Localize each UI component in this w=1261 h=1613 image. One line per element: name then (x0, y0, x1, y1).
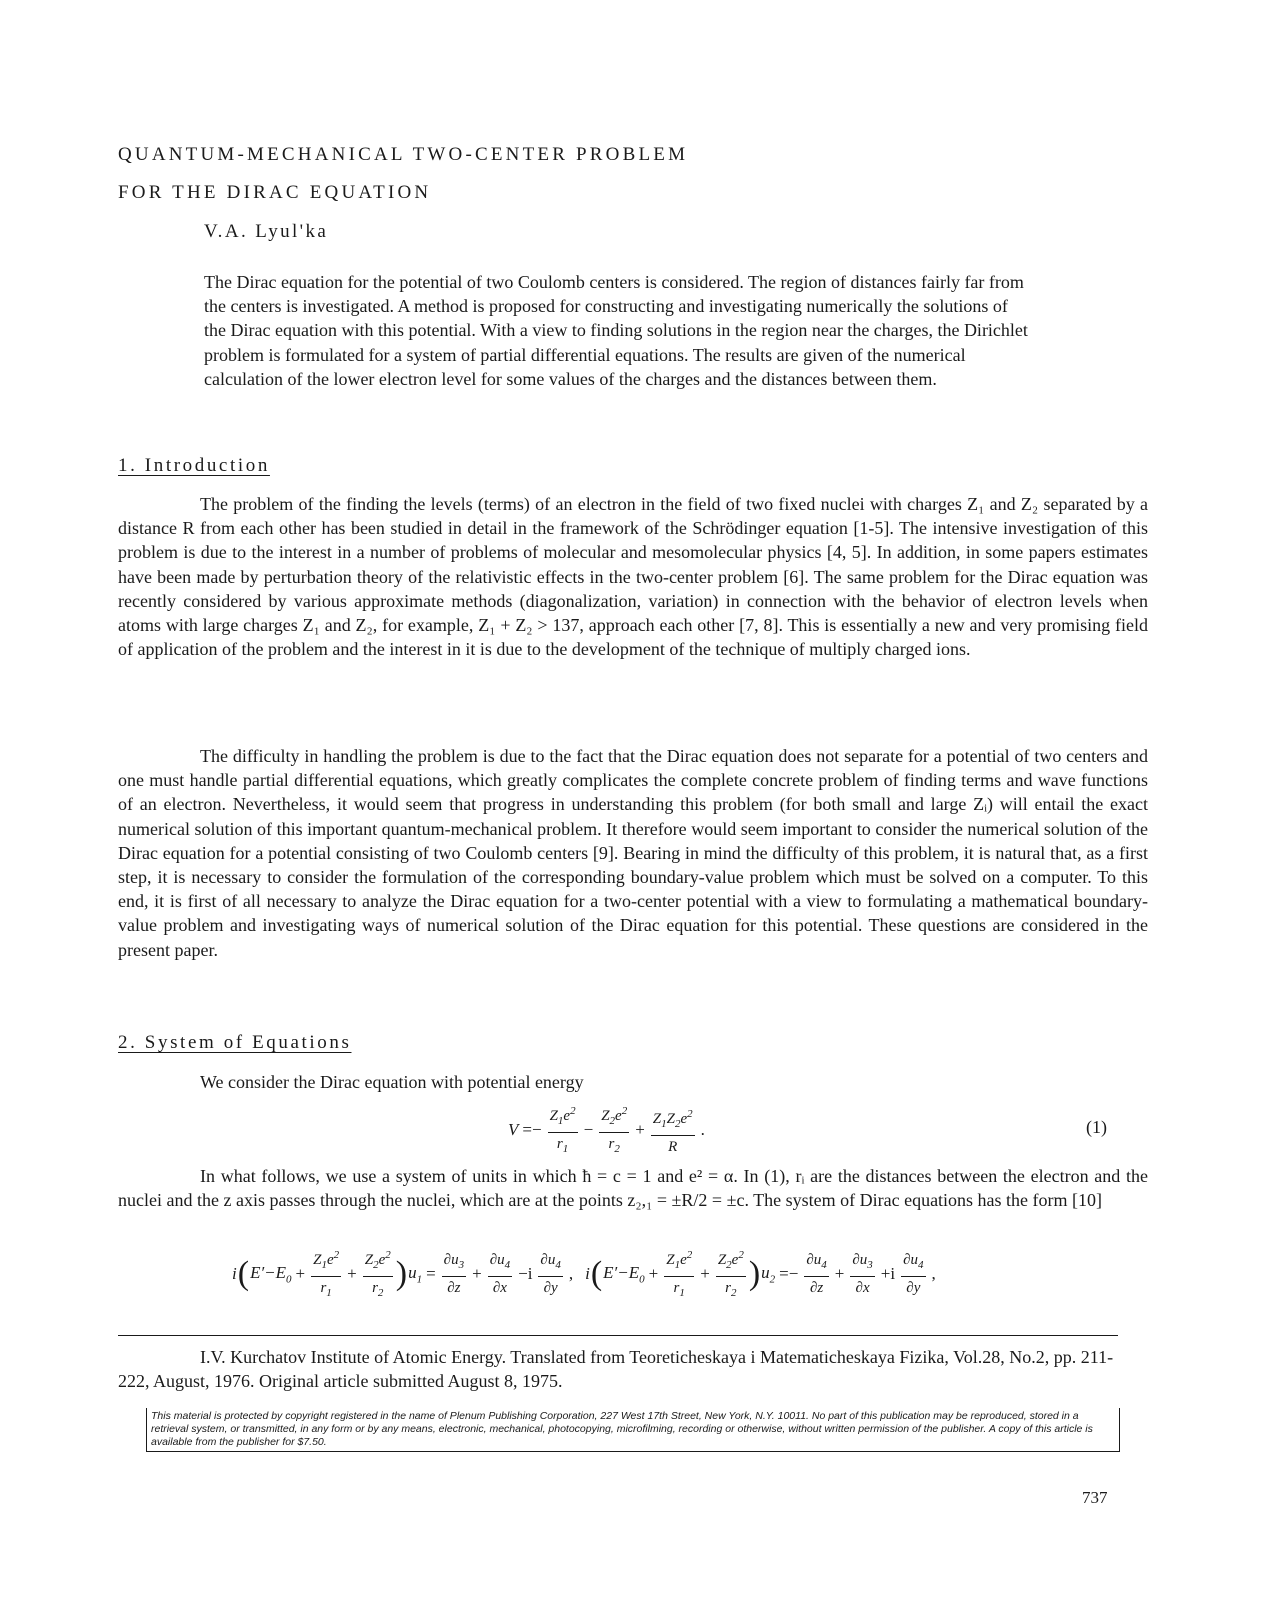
intro-paragraph-2: The difficulty in handling the problem is due to the fact that the Dirac equation does not separate for a potential of two centers and one must handle partial differential equations, which greatly complicates the complete concrete problem of finding terms and wave functions of an electron. Nevertheless, it would seem that progress in understanding this problem (for both small and large Zᵢ) will entail the exact numerical solution of this important quantum-mechanical problem. It therefore would seem important to consider the numerical solution of the Dirac equation for a potential consisting of two Coulomb centers [9]. Bearing in mind the difficulty of this problem, it is natural that, as a first step, it is necessary to consider the formulation of the corresponding boundary-value problem which must be solved on a computer. To this end, it is first of all necessary to analyze the Dirac equation for a two-center potential with a view to formulating a mathematical boundary-value problem and investigating ways of numerical solution of the Dirac equation for this potential. These questions are considered in the present paper. (118, 746, 1148, 960)
author: V.A. Lyul'ka (204, 221, 329, 242)
affiliation-footnote: I.V. Kurchatov Institute of Atomic Energy. Translated from Teoreticheskaya i Matematicheskaya Fizika, Vol.28, No.2, pp. 211-222, August, 1976. Original article submitted August 8, 1975. (118, 1347, 1114, 1391)
page-number: 737 (1082, 1488, 1108, 1507)
dirac-system-equations: i ( $E'-E_0$ + $\frac{Z_1e^2}{r_1}$ + $\frac{Z_2e^2}{r_2}$ ) $u_1$ = $\frac{\partial u_3}{\partial z}$ + $\frac{\partial u_4}{\partial x}$ −i $\frac{\partial u_4}{\partial y}$ , i ( $E'-E_0$ + $\frac{Z_1e^2}{r_1}$ + $\frac{Z_2e^2}{r_2}$ ) $u_2$ =− $\frac{\partial u_4}{\partial z}$ + $\frac{\partial u_3}{\partial x}$ +i $\frac{\partial u_4}{\partial y}$ , (232, 1244, 940, 1304)
intro-paragraph-1: The problem of the finding the levels (terms) of an electron in the field of two fixed nuclei with charges Z₁ and Z₂ separated by a distance R from each other has been studied in detail in the framework of the Schrödinger equation [1-5]. The intensive investigation of this problem is due to the interest in a number of problems of molecular and mesomolecular physics [4, 5]. In addition, in some papers estimates have been made by perturbation theory of the relativistic effects in the two-center problem [6]. The same problem for the Dirac equation was recently considered by various approximate methods (diagonalization, variation) in connection with the behavior of electron levels when atoms with large charges Z₁ and Z₂, for example, Z₁ + Z₂ > 137, approach each other [7, 8]. This is essentially a new and very promising field of application of the problem and the interest in it is due to the development of the technique of multiply charged ions. (118, 494, 1148, 660)
system-paragraph-1: We consider the Dirac equation with potential energy (200, 1072, 584, 1092)
equation-1-number: (1) (1086, 1117, 1107, 1137)
paper-title (118, 136, 688, 212)
equation-1: V =− $\frac{Z_1e^2}{r_1}$ − $\frac{Z_2e^2}{r_2}$ + $\frac{Z_1Z_2e^2}{R}$ . (508, 1100, 709, 1160)
section-heading-introduction: 1. Introduction (118, 455, 270, 476)
footnote-rule (118, 1335, 1118, 1336)
copyright-notice: This material is protected by copyright registered in the name of Plenum Publishing Corporation, 227 West 17th Street, New York, N.Y. 10011. No part of this publication may be reproduced, stored in a retrieval system, or transmitted, in any form or by any means, electronic, mechanical, photocopying, microfilming, recording or otherwise, without written permission of the publisher. A copy of this article is available from the publisher for $7.50. (146, 1408, 1120, 1452)
section-heading-system-of-equations: 2. System of Equations (118, 1032, 352, 1053)
title-line-2: FOR THE DIRAC EQUATION (118, 182, 432, 203)
system-paragraph-2: In what follows, we use a system of units in which ħ = c = 1 and e² = α. In (1), rᵢ are the distances between the electron and the nuclei and the z axis passes through the nuclei, which are at the points z₂,₁ = ±R/2 = ±c. The system of Dirac equations has the form [10] (118, 1166, 1148, 1211)
abstract: The Dirac equation for the potential of two Coulomb centers is considered. The region of distances fairly far from the centers is investigated. A method is proposed for constructing and investigating numerically the solutions of the Dirac equation with this potential. With a view to finding solutions in the region near the charges, the Dirichlet problem is formulated for a system of partial differential equations. The results are given of the numerical calculation of the lower electron level for some values of the charges and the distances between them. (204, 272, 1028, 389)
title-line-1: QUANTUM-MECHANICAL TWO-CENTER PROBLEM (118, 144, 689, 165)
